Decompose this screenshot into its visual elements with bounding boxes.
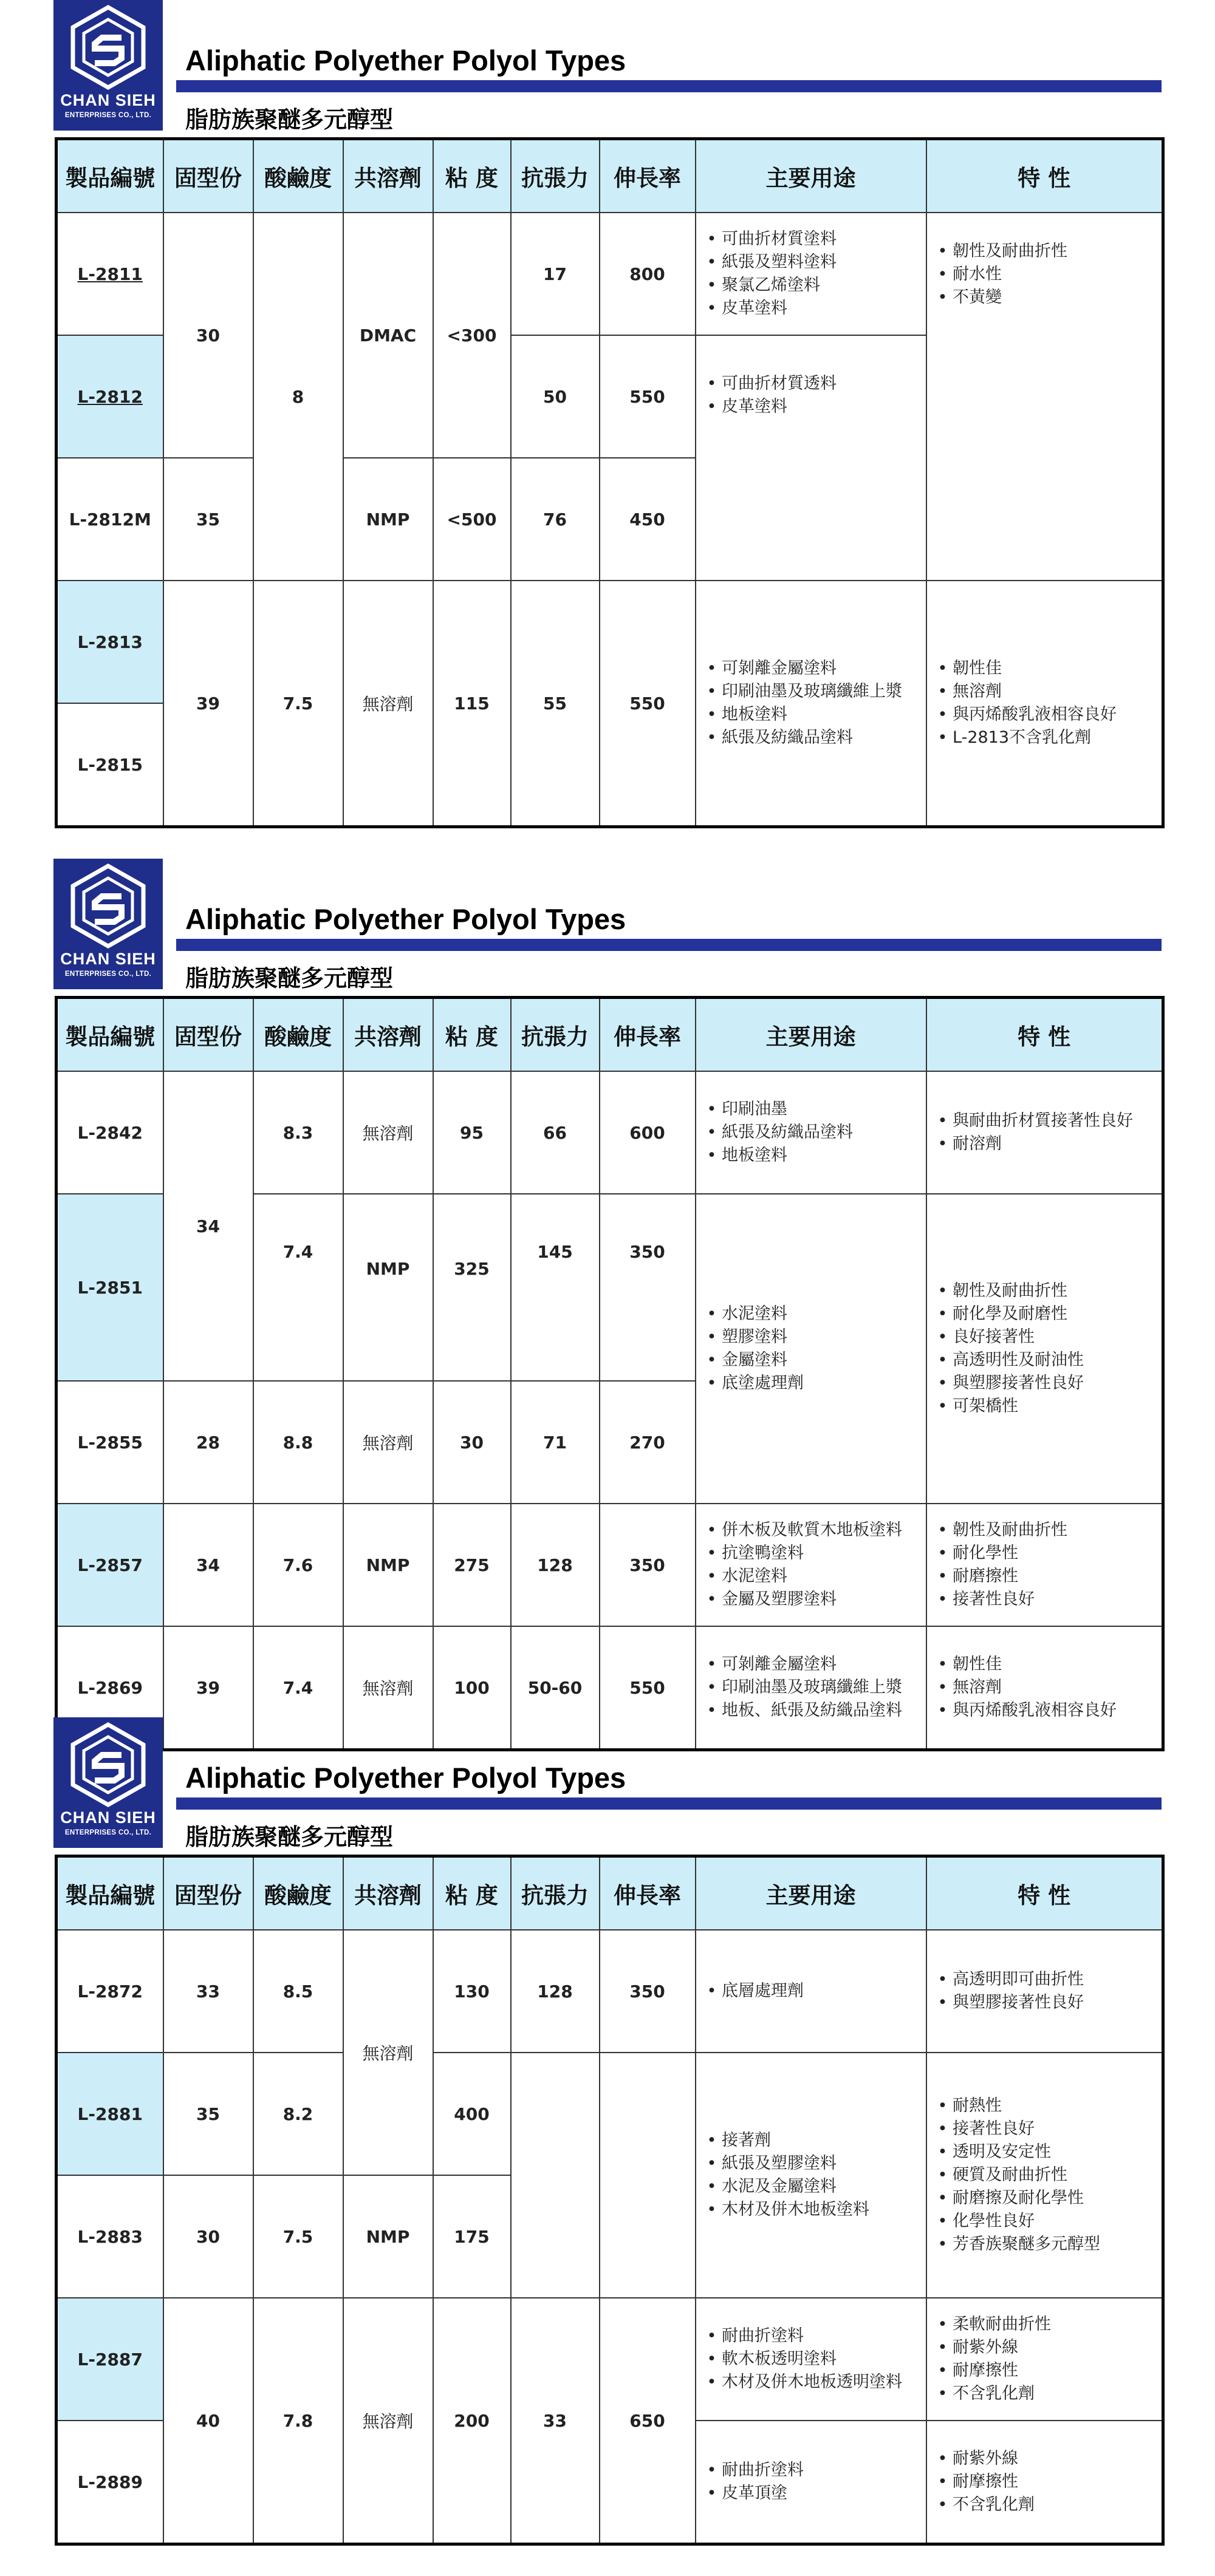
viscosity: <300 <box>433 213 511 458</box>
list-item: • 底塗處理劑 <box>707 1372 926 1395</box>
solvent: NMP <box>343 1504 433 1626</box>
tensile: 55 <box>511 581 600 827</box>
list-item: • 塑膠塗料 <box>707 1326 926 1349</box>
solvent: NMP <box>343 2175 433 2298</box>
col-header-uses: 主要用途 <box>696 998 926 1072</box>
list-item: • 印刷油墨 <box>707 1098 926 1121</box>
elongation: 600 <box>600 1071 696 1194</box>
table-row <box>56 2298 1163 2421</box>
list-item: • 高透明性及耐油性 <box>938 1349 1162 1372</box>
list-item: • 韌性及耐曲折性 <box>938 1519 1162 1542</box>
tensile: 71 <box>511 1381 600 1504</box>
col-header-solvent: 共溶劑 <box>343 998 433 1072</box>
list-item: • 地板、紙張及紡織品塗料 <box>707 1699 926 1722</box>
solvent: 無溶劑 <box>343 1071 433 1194</box>
main-uses <box>696 1930 926 2053</box>
table-header-row <box>56 139 1163 213</box>
col-header-solid: 固型份 <box>163 1856 253 1930</box>
product-code[interactable]: L-2881 <box>56 2053 163 2175</box>
logo-subtitle: ENTERPRISES CO., LTD. <box>64 112 152 119</box>
list-item: • 與丙烯酸乳液相容良好 <box>938 703 1162 726</box>
list-item: • 韌性佳 <box>938 657 1162 680</box>
features <box>926 2421 1163 2544</box>
solid-content: 35 <box>163 458 253 581</box>
features <box>926 1626 1163 1750</box>
col-header-tensile: 抗張力 <box>511 998 600 1072</box>
product-code[interactable]: L-2842 <box>56 1071 163 1194</box>
list-item: • 紙張及紡織品塗料 <box>707 1121 926 1144</box>
solvent: 無溶劑 <box>343 1930 433 2175</box>
product-code[interactable]: L-2813 <box>56 581 163 703</box>
logo-brand-name: CHAN SIEH <box>60 950 156 968</box>
viscosity: 175 <box>433 2175 511 2298</box>
list-item: • 可架橋性 <box>938 1395 1162 1418</box>
title-chinese: 脂肪族聚醚多元醇型 <box>185 1824 394 1850</box>
list-item: • 印刷油墨及玻璃纖維上漿 <box>707 1676 926 1699</box>
main-uses <box>696 1504 926 1626</box>
viscosity: 325 <box>433 1194 511 1381</box>
viscosity: 115 <box>433 581 511 827</box>
col-header-elongation: 伸長率 <box>600 139 696 213</box>
features <box>926 1930 1163 2053</box>
list-item: • 高透明即可曲折性 <box>938 1968 1162 1991</box>
title-chinese: 脂肪族聚醚多元醇型 <box>185 106 394 133</box>
list-item: • 接著劑 <box>707 2129 926 2152</box>
ph-value: 7.5 <box>253 2175 343 2298</box>
list-item: • 良好接著性 <box>938 1326 1162 1349</box>
product-code[interactable]: L-2869 <box>56 1626 163 1750</box>
col-header-viscosity: 粘 度 <box>433 998 511 1072</box>
viscosity: 95 <box>433 1071 511 1194</box>
list-item: • 耐磨擦性 <box>938 1565 1162 1588</box>
viscosity: <500 <box>433 458 511 581</box>
solid-content: 30 <box>163 213 253 458</box>
elongation: 350 <box>600 1194 696 1381</box>
list-item: • 地板塗料 <box>707 703 926 726</box>
main-uses <box>696 1071 926 1194</box>
main-uses <box>696 2053 926 2298</box>
list-item: • 不含乳化劑 <box>938 2493 1162 2516</box>
col-header-uses: 主要用途 <box>696 1856 926 1930</box>
list-item: • 韌性及耐曲折性 <box>938 240 1162 263</box>
list-item: • 芳香族聚醚多元醇型 <box>938 2233 1162 2256</box>
elongation: 450 <box>600 458 696 581</box>
list-item: • 韌性佳 <box>938 1653 1162 1676</box>
list-item: • 可剝離金屬塗料 <box>707 1653 926 1676</box>
col-header-ph: 酸鹼度 <box>253 998 343 1072</box>
elongation: 550 <box>600 581 696 827</box>
spec-table-2 <box>55 996 1165 1751</box>
main-uses <box>696 213 926 335</box>
list-item: • 與丙烯酸乳液相容良好 <box>938 1699 1162 1722</box>
product-code[interactable]: L-2812 <box>56 335 163 458</box>
main-uses <box>696 335 926 581</box>
list-item: • 紙張及塑膠塗料 <box>707 2152 926 2175</box>
col-header-viscosity: 粘 度 <box>433 1856 511 1930</box>
list-item: • 耐摩擦性 <box>938 2470 1162 2493</box>
features <box>926 581 1163 827</box>
col-header-features: 特 性 <box>926 998 1163 1072</box>
viscosity: 400 <box>433 2053 511 2175</box>
tensile: 76 <box>511 458 600 581</box>
col-header-solid: 固型份 <box>163 139 253 213</box>
list-item: • 不含乳化劑 <box>938 2382 1162 2405</box>
elongation: 270 <box>600 1381 696 1504</box>
company-logo <box>53 859 163 989</box>
ph-value: 7.5 <box>253 581 343 827</box>
table-row <box>56 1930 1163 2053</box>
logo-emblem-icon <box>53 1717 163 1808</box>
main-uses <box>696 2298 926 2421</box>
features <box>926 2053 1163 2298</box>
table-row <box>56 213 1163 335</box>
solid-content: 39 <box>163 581 253 827</box>
col-header-elongation: 伸長率 <box>600 1856 696 1930</box>
table-header-row <box>56 998 1163 1072</box>
ph-value: 8.8 <box>253 1381 343 1504</box>
solid-content: 35 <box>163 2053 253 2175</box>
spec-table-3 <box>55 1855 1165 2546</box>
title-english: Aliphatic Polyether Polyol Types <box>185 44 626 77</box>
list-item: • 韌性及耐曲折性 <box>938 1279 1162 1303</box>
viscosity: 130 <box>433 1930 511 2053</box>
list-item: • 紙張及紡織品塗料 <box>707 726 926 749</box>
ph-value: 7.8 <box>253 2298 343 2544</box>
logo-emblem-icon <box>53 859 163 950</box>
solid-content: 30 <box>163 2175 253 2298</box>
table-row <box>56 581 1163 703</box>
list-item: • 耐溶劑 <box>938 1133 1162 1156</box>
logo-brand-name: CHAN SIEH <box>60 91 156 109</box>
elongation: 650 <box>600 2298 696 2544</box>
tensile: 50 <box>511 335 600 458</box>
solvent: 無溶劑 <box>343 2298 433 2544</box>
elongation: 800 <box>600 213 696 335</box>
col-header-elongation: 伸長率 <box>600 998 696 1072</box>
ph-value: 8.3 <box>253 1071 343 1194</box>
features <box>926 1194 1163 1504</box>
product-code[interactable]: L-2857 <box>56 1504 163 1626</box>
spec-table-1 <box>55 137 1165 828</box>
elongation: 550 <box>600 1626 696 1750</box>
col-header-solid: 固型份 <box>163 998 253 1072</box>
solvent: 無溶劑 <box>343 1626 433 1750</box>
table-row <box>56 1504 1163 1626</box>
product-code[interactable]: L-2855 <box>56 1381 163 1504</box>
viscosity: 30 <box>433 1381 511 1504</box>
list-item: • 接著性良好 <box>938 1588 1162 1611</box>
tensile: 50-60 <box>511 1626 600 1750</box>
col-header-solvent: 共溶劑 <box>343 139 433 213</box>
ph-value: 8.5 <box>253 1930 343 2053</box>
col-header-ph: 酸鹼度 <box>253 139 343 213</box>
list-item: • 皮革塗料 <box>707 297 926 320</box>
solvent: 無溶劑 <box>343 581 433 827</box>
product-code[interactable]: L-2872 <box>56 1930 163 2053</box>
list-item: • 印刷油墨及玻璃纖維上漿 <box>707 680 926 703</box>
list-item: • 可曲折材質透料 <box>707 372 926 395</box>
title-english: Aliphatic Polyether Polyol Types <box>185 1762 626 1794</box>
table-row <box>56 1071 1163 1194</box>
list-item: • 木材及併木地板塗料 <box>707 2198 926 2221</box>
product-code[interactable]: L-2811 <box>56 213 163 335</box>
title-english: Aliphatic Polyether Polyol Types <box>185 903 626 935</box>
list-item: • 紙張及塑料塗料 <box>707 251 926 274</box>
list-item: • 耐化學及耐磨性 <box>938 1303 1162 1326</box>
features <box>926 2298 1163 2421</box>
list-item: • 無溶劑 <box>938 680 1162 703</box>
list-item: • 水泥塗料 <box>707 1565 926 1588</box>
col-header-solvent: 共溶劑 <box>343 1856 433 1930</box>
logo-subtitle: ENTERPRISES CO., LTD. <box>64 970 152 978</box>
list-item: • 耐水性 <box>938 263 1162 286</box>
col-header-code: 製品編號 <box>56 998 163 1072</box>
viscosity: 200 <box>433 2298 511 2544</box>
list-item: • L-2813不含乳化劑 <box>938 726 1162 749</box>
list-item: • 耐曲折塗料 <box>707 2325 926 2348</box>
list-item: • 地板塗料 <box>707 1144 926 1167</box>
ph-value: 7.6 <box>253 1504 343 1626</box>
list-item: • 皮革塗料 <box>707 395 926 418</box>
tensile: 17 <box>511 213 600 335</box>
tensile: 66 <box>511 1071 600 1194</box>
list-item: • 與塑膠接著性良好 <box>938 1372 1162 1395</box>
list-item: • 接著性良好 <box>938 2118 1162 2141</box>
solvent: NMP <box>343 458 433 581</box>
solid-content: 34 <box>163 1071 253 1381</box>
company-logo <box>53 1717 163 1848</box>
solid-content: 34 <box>163 1504 253 1626</box>
list-item: • 金屬塗料 <box>707 1349 926 1372</box>
solvent: DMAC <box>343 213 433 458</box>
list-item: • 抗塗鴨塗料 <box>707 1542 926 1565</box>
elongation: 550 <box>600 335 696 458</box>
solvent: NMP <box>343 1194 433 1381</box>
list-item: • 與塑膠接著性良好 <box>938 1991 1162 2014</box>
col-header-features: 特 性 <box>926 139 1163 213</box>
main-uses <box>696 1194 926 1504</box>
list-item: • 皮革頂塗 <box>707 2482 926 2505</box>
solid-content: 40 <box>163 2298 253 2544</box>
table-row <box>56 1626 1163 1750</box>
list-item: • 化學性良好 <box>938 2210 1162 2233</box>
main-uses <box>696 1626 926 1750</box>
main-uses <box>696 581 926 827</box>
col-header-features: 特 性 <box>926 1856 1163 1930</box>
col-header-tensile: 抗張力 <box>511 1856 600 1930</box>
logo-brand-name: CHAN SIEH <box>60 1808 156 1827</box>
product-code[interactable]: L-2851 <box>56 1194 163 1381</box>
tensile <box>511 2053 600 2298</box>
elongation: 350 <box>600 1504 696 1626</box>
list-item: • 底層處理劑 <box>707 1980 926 2003</box>
solid-content: 33 <box>163 1930 253 2053</box>
ph-value: 7.4 <box>253 1626 343 1750</box>
list-item: • 不黃變 <box>938 286 1162 309</box>
ph-value: 8.2 <box>253 2053 343 2175</box>
ph-value: 7.4 <box>253 1194 343 1381</box>
tensile: 128 <box>511 1504 600 1626</box>
list-item: • 金屬及塑膠塗料 <box>707 1588 926 1611</box>
elongation <box>600 2053 696 2298</box>
viscosity: 275 <box>433 1504 511 1626</box>
list-item: • 耐摩擦性 <box>938 2359 1162 2382</box>
logo-emblem-icon <box>53 0 163 91</box>
title-underline-bar <box>176 1797 1162 1810</box>
tensile: 128 <box>511 1930 600 2053</box>
company-logo <box>53 0 163 131</box>
col-header-code: 製品編號 <box>56 139 163 213</box>
list-item: • 透明及安定性 <box>938 2141 1162 2164</box>
features <box>926 1504 1163 1626</box>
list-item: • 可剝離金屬塗料 <box>707 657 926 680</box>
list-item: • 木材及併木地板透明塗料 <box>707 2371 926 2394</box>
ph-value: 8 <box>253 213 343 581</box>
list-item: • 耐紫外線 <box>938 2447 1162 2470</box>
list-item: • 硬質及耐曲折性 <box>938 2164 1162 2187</box>
list-item: • 耐紫外線 <box>938 2336 1162 2359</box>
list-item: • 水泥及金屬塗料 <box>707 2175 926 2198</box>
list-item: • 軟木板透明塗料 <box>707 2348 926 2371</box>
list-item: • 無溶劑 <box>938 1676 1162 1699</box>
table-row <box>56 2053 1163 2175</box>
tensile: 145 <box>511 1194 600 1381</box>
features <box>926 1071 1163 1194</box>
list-item: • 耐化學性 <box>938 1542 1162 1565</box>
col-header-code: 製品編號 <box>56 1856 163 1930</box>
main-uses <box>696 2421 926 2544</box>
product-code[interactable]: L-2815 <box>56 703 163 827</box>
product-code[interactable]: L-2883 <box>56 2175 163 2298</box>
list-item: • 可曲折材質塗料 <box>707 228 926 251</box>
list-item: • 與耐曲折材質接著性良好 <box>938 1109 1162 1133</box>
solvent: 無溶劑 <box>343 1381 433 1504</box>
elongation: 350 <box>600 1930 696 2053</box>
solid-content: 28 <box>163 1381 253 1504</box>
col-header-tensile: 抗張力 <box>511 139 600 213</box>
title-underline-bar <box>176 80 1162 92</box>
list-item: • 柔軟耐曲折性 <box>938 2313 1162 2336</box>
list-item: • 聚氯乙烯塗料 <box>707 274 926 297</box>
list-item: • 耐磨擦及耐化學性 <box>938 2187 1162 2210</box>
product-code[interactable]: L-2889 <box>56 2421 163 2544</box>
solid-content: 39 <box>163 1626 253 1750</box>
product-code[interactable]: L-2887 <box>56 2298 163 2421</box>
list-item: • 耐曲折塗料 <box>707 2459 926 2482</box>
features <box>926 213 1163 581</box>
logo-subtitle: ENTERPRISES CO., LTD. <box>64 1829 152 1836</box>
product-code[interactable]: L-2812M <box>56 458 163 581</box>
list-item: • 耐熱性 <box>938 2094 1162 2118</box>
list-item: • 併木板及軟質木地板塗料 <box>707 1519 926 1542</box>
title-underline-bar <box>176 939 1162 951</box>
table-header-row <box>56 1856 1163 1930</box>
tensile: 33 <box>511 2298 600 2544</box>
col-header-uses: 主要用途 <box>696 139 926 213</box>
col-header-ph: 酸鹼度 <box>253 1856 343 1930</box>
list-item: • 水泥塗料 <box>707 1303 926 1326</box>
col-header-viscosity: 粘 度 <box>433 139 511 213</box>
title-chinese: 脂肪族聚醚多元醇型 <box>185 965 394 992</box>
viscosity: 100 <box>433 1626 511 1750</box>
